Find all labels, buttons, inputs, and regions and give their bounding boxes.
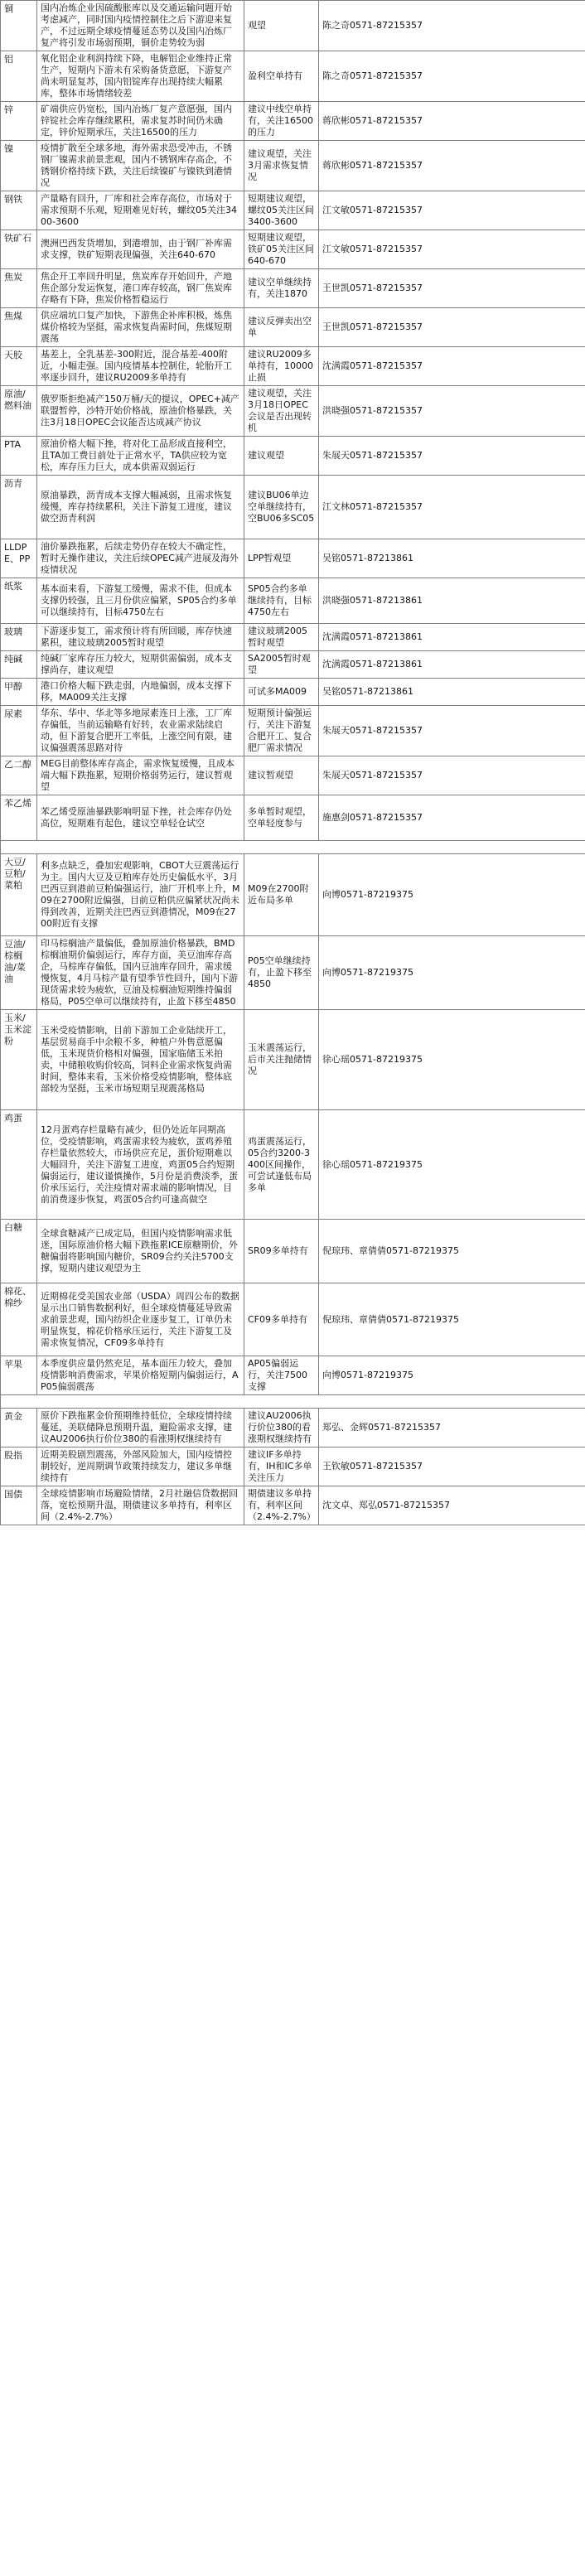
- strategy-advice: 盈利空单持有: [244, 51, 319, 102]
- table-row: [1, 539, 585, 578]
- strategy-advice: 可试多MA009: [244, 679, 319, 706]
- market-view: 产量略有回升，厂库和社会库存高位，市场对于需求预期不乐观，短期难见好转，螺纹05关注3400-3600: [37, 191, 244, 230]
- table-row: [1, 795, 585, 841]
- strategy-advice: SA2005暂时观望: [244, 651, 319, 679]
- analyst-contact: 沈满霞0571-87213861: [319, 624, 585, 651]
- table-row: [1, 386, 585, 437]
- strategy-advice: SP05合约多单继续持有，目标4750左右: [244, 578, 319, 624]
- commodity-name: 黄金: [1, 1409, 37, 1447]
- market-view: 原价下跌拖累金价预期维持低位，全球疫情持续蔓延，美联储降息预期升温，避险需求支撑，建议AU2006执行价位380的看涨期权继续持有: [37, 1409, 244, 1447]
- commodity-name: 甲醇: [1, 679, 37, 706]
- section-divider-cell: [1, 1395, 585, 1409]
- market-view: 原油价格大幅下挫，将对化工品形成直接利空，且TA加工费目前处于正常水平，TA供应较为宽松，库存压力巨大，成本供需双弱运行: [37, 437, 244, 476]
- section-divider: [1, 1395, 585, 1409]
- market-view: 油价暴跌拖累，后续走势仍存在较大不确定性，暂时无操作建议，关注后续OPEC减产进展及海外疫情状况: [37, 539, 244, 578]
- market-view: 焦企开工率回升明显，焦炭库存开始回升，产地焦企部分发运恢复，港口库存较高，钢厂焦炭库存略有下降，焦炭价格暂稳运行: [37, 269, 244, 308]
- strategy-advice: 观望: [244, 1, 319, 51]
- market-view: 港口价格大幅下跌走弱，内地偏弱，成本支撑下移，MA009关注支撑: [37, 679, 244, 706]
- market-view: 俄罗斯拒绝减产150万桶/天的提议，OPEC+减产联盟暂停，沙特开始价格战，原油价格暴跌，关注3月18日OPEC会议能否达成减产协议: [37, 386, 244, 437]
- analyst-contact: 朱展天0571-87215357: [319, 756, 585, 795]
- analyst-contact: 王钦敏0571-87215357: [319, 1447, 585, 1486]
- commodity-name: 乙二醇: [1, 756, 37, 795]
- analyst-contact: 徐心瑶0571-87219375: [319, 1010, 585, 1110]
- market-view: 疫情扩散至全球多地，海外需求恐受冲击，不锈钢厂镍需求前景悲观，国内不锈钢库存高企，不锈钢价格持续下跌，关注后续镍矿与镍铁到港情况: [37, 141, 244, 191]
- market-view: MEG目前整体库存高企，需求恢复缓慢，且成本端大幅下跌拖累，短期价格弱势运行，建议暂观望: [37, 756, 244, 795]
- table-row: [1, 1010, 585, 1110]
- commodity-name: 焦煤: [1, 308, 37, 347]
- table-row: [1, 308, 585, 347]
- analyst-contact: 吴铭0571-87213861: [319, 539, 585, 578]
- table-row: [1, 1409, 585, 1447]
- strategy-advice: 建议观望: [244, 437, 319, 476]
- strategy-advice: AP05偏弱运行，关注7500支撑: [244, 1356, 319, 1395]
- strategy-advice: 建议玻璃2005暂时观望: [244, 624, 319, 651]
- strategy-advice: M09在2700附近布局多单: [244, 854, 319, 936]
- analyst-contact: 洪晓强0571-87215357: [319, 386, 585, 437]
- commodity-name: 镍: [1, 141, 37, 191]
- commodity-name: 铝: [1, 51, 37, 102]
- table-row: [1, 854, 585, 936]
- commodity-name: 大豆/豆粕/菜粕: [1, 854, 37, 936]
- market-view: 近期美股剧烈震荡，外部风险加大，国内疫情控制较好，逆周期调节政策持续发力，建议多单继续持有: [37, 1447, 244, 1486]
- analyst-contact: 江文敏0571-87215357: [319, 230, 585, 269]
- analyst-contact: 沈满霞0571-87215357: [319, 347, 585, 386]
- commodity-name: 原油/燃料油: [1, 386, 37, 437]
- strategy-advice: LPP暂观望: [244, 539, 319, 578]
- market-view: 氧化铝企业利润持续下降，电解铝企业维持正常生产，短期内下游未有采购备货意愿，下游复产尚未明显复苏，国内铝锭库存出现持续大幅累库，整体市场情绪较差: [37, 51, 244, 102]
- commodity-name: 铜: [1, 1, 37, 51]
- market-view: 近期棉花受美国农业部（USDA）周四公布的数据显示出口销售数据利好，但全球疫情蔓延导致需求前景悲观，国内纺织企业逐步复工，订单仍未明显恢复，棉花价格承压运行，关注下游复工及需求恢复情况，CF09多单持有: [37, 1283, 244, 1356]
- strategy-advice: 期债建议多单持有，利率区间（2.4%-2.7%）: [244, 1486, 319, 1525]
- commodity-name: 国债: [1, 1486, 37, 1525]
- commodity-name: LLDPE、PP: [1, 539, 37, 578]
- strategy-advice: 鸡蛋震荡运行，05合约3200-3400区间操作，可尝试逢低布局多单: [244, 1110, 319, 1220]
- market-view: 华东、华中、华北等多地尿素连日上涨，工厂库存偏低，当前运输略有好转，农业需求陆续启动，但下游复合肥开工率低，上涨空间有限，建议偏强震荡思路对待: [37, 706, 244, 756]
- commodity-name: 焦炭: [1, 269, 37, 308]
- analyst-contact: 王世凯0571-87215357: [319, 269, 585, 308]
- strategy-advice: 建议空单继续持有，关注1870: [244, 269, 319, 308]
- analyst-contact: 施惠剑0571-87215357: [319, 795, 585, 841]
- table-row: [1, 141, 585, 191]
- table-row: [1, 1110, 585, 1220]
- commodity-name: 苯乙烯: [1, 795, 37, 841]
- strategy-advice: 建议观望，关注3月需求恢复情况: [244, 141, 319, 191]
- strategy-advice: P05空单继续持有，止盈下移至4850: [244, 936, 319, 1010]
- strategy-advice: 短期预计偏强运行，关注下游复合肥开工、复合肥厂需求情况: [244, 706, 319, 756]
- table-row: [1, 706, 585, 756]
- commodity-name: 棉花、棉纱: [1, 1283, 37, 1356]
- market-view: 本季度供应量仍然充足，基本面压力较大，叠加疫情影响消费需求，苹果价格短期内偏弱运行，AP05偏弱震荡: [37, 1356, 244, 1395]
- table-row: [1, 102, 585, 141]
- analyst-contact: 徐心瑶0571-87219375: [319, 1110, 585, 1220]
- analyst-contact: 向博0571-87219375: [319, 936, 585, 1010]
- commodity-name: 苹果: [1, 1356, 37, 1395]
- table-row: [1, 51, 585, 102]
- commodity-name: 铁矿石: [1, 230, 37, 269]
- analyst-contact: 吴铭0571-87213861: [319, 679, 585, 706]
- table-row: [1, 191, 585, 230]
- strategy-advice: 建议暂观望: [244, 756, 319, 795]
- table-row: [1, 756, 585, 795]
- section-divider: [1, 841, 585, 854]
- analyst-contact: 向博0571-87219375: [319, 854, 585, 936]
- analyst-contact: 郑弘、金辉0571-87215357: [319, 1409, 585, 1447]
- table-row: [1, 578, 585, 624]
- strategy-advice: 短期建议观望，螺纹05关注区间3400-3600: [244, 191, 319, 230]
- commodity-name: 纯碱: [1, 651, 37, 679]
- commodity-name: PTA: [1, 437, 37, 476]
- strategy-advice: 建议RU2009多单持有，10000止损: [244, 347, 319, 386]
- market-view: 印马棕榈油产量偏低，叠加原油价格暴跌，BMD棕榈油期价偏弱运行，库存方面，美豆油库存高企，马棕库存偏低，国内豆油库存回升，需求缓慢恢复，4月马棕产量有望季节性回升，国内下游现货需求较为疲软，豆油及棕榈油短期维持偏弱格局，P05空单可以继续持有，止盈下移至4850: [37, 936, 244, 1010]
- table-row: [1, 1447, 585, 1486]
- analyst-contact: 朱展天0571-87215357: [319, 706, 585, 756]
- commodity-name: 豆油/棕榈油/菜油: [1, 936, 37, 1010]
- market-view: 利多点缺乏，叠加宏观影响，CBOT大豆震荡运行为主。国内大豆及豆粕库存处历史偏低水平，3月巴西豆到港前豆粕偏强运行，油厂开机率上升，M09在2700附近偏强，目前豆粕供应偏紧状况尚未得到改善，近期关注巴西豆到港情况，M09在2700附近有支撑: [37, 854, 244, 936]
- strategy-advice: 建议中线空单持有，关注16500的压力: [244, 102, 319, 141]
- commodity-name: 玻璃: [1, 624, 37, 651]
- strategy-advice: 建议观望，关注3月18日OPEC会议是否出现转机: [244, 386, 319, 437]
- analyst-contact: 蒋欣彬0571-87215357: [319, 141, 585, 191]
- analyst-contact: 蒋欣彬0571-87215357: [319, 102, 585, 141]
- commodity-name: 钢铁: [1, 191, 37, 230]
- analyst-contact: 洪晓强0571-87213861: [319, 578, 585, 624]
- strategy-advice: SR09多单持有: [244, 1220, 319, 1283]
- table-row: [1, 269, 585, 308]
- analyst-contact: 沈满霞0571-87213861: [319, 651, 585, 679]
- section-divider-cell: [1, 841, 585, 854]
- commodity-name: 白糖: [1, 1220, 37, 1283]
- analyst-contact: 陈之奇0571-87215357: [319, 1, 585, 51]
- table-row: [1, 1220, 585, 1283]
- commodity-name: 天胶: [1, 347, 37, 386]
- table-row: [1, 1356, 585, 1395]
- table-row: [1, 230, 585, 269]
- commodity-name: 玉米/玉米淀粉: [1, 1010, 37, 1110]
- table-row: [1, 936, 585, 1010]
- table-row: [1, 651, 585, 679]
- commodity-name: 纸浆: [1, 578, 37, 624]
- market-view: 下游逐步复工，需求预计将有所回暖，库存快速累积，建议玻璃2005暂时观望: [37, 624, 244, 651]
- analyst-contact: 王世凯0571-87215357: [319, 308, 585, 347]
- analyst-contact: 沈文卓、郑弘0571-87215357: [319, 1486, 585, 1525]
- strategy-advice: 建议AU2006执行价位380的看涨期权继续持有: [244, 1409, 319, 1447]
- commodity-name: 锌: [1, 102, 37, 141]
- commodity-name: 尿素: [1, 706, 37, 756]
- commodity-name: 鸡蛋: [1, 1110, 37, 1220]
- market-view: 苯乙烯受原油暴跌影响明显下挫，社会库存仍处高位，短期难有起色，建议空单轻仓试空: [37, 795, 244, 841]
- table-row: [1, 437, 585, 476]
- market-view: 矿端供应仍宽松，国内冶炼厂复产意愿强，国内锌锭社会库存继续累积，需求复苏时间仍未确定，锌价短期承压，关注16500的压力: [37, 102, 244, 141]
- table-row: [1, 476, 585, 539]
- strategy-advice: 建议反弹卖出空单: [244, 308, 319, 347]
- market-view: 纯碱厂家库存压力较大，短期供需偏弱，成本支撑尚存，建议观望: [37, 651, 244, 679]
- strategy-advice: 短期建议观望，铁矿05关注区间640-670: [244, 230, 319, 269]
- market-view: 基差上，全乳基差-300附近，混合基差-400附近，小幅走强。国内疫情基本控制住，轮胎开工率逐步回升，建议RU2009多单持有: [37, 347, 244, 386]
- market-view: 全球食糖减产已成定局，但国内疫情影响需求低迷，国际原油价格大幅下跌拖累ICE原糖期价，外糖偏弱将影响国内糖价，SR09合约关注5700支撑，短期内建议观望为主: [37, 1220, 244, 1283]
- table-row: [1, 347, 585, 386]
- market-view: 国内冶炼企业因硫酸胀库以及交通运输问题开始考虑减产，同时国内疫情控制住之后下游迎来复产，不过远期全球疫情蔓延态势以及国内冶炼厂复产将引发市场弱预期，铜价走势较为弱: [37, 1, 244, 51]
- strategy-advice: 玉米震荡运行，后市关注抛储情况: [244, 1010, 319, 1110]
- market-view: 供应端坑口复产加快，下游焦企补库积极，炼焦煤价格较为坚挺，需求恢复尚需时间，焦煤短期震荡: [37, 308, 244, 347]
- market-view: 澳洲巴西发货增加，到港增加，由于钢厂补库需求支撑，铁矿短期表现偏强，关注640-670: [37, 230, 244, 269]
- analyst-contact: 朱展天0571-87215357: [319, 437, 585, 476]
- analyst-contact: 向博0571-87219375: [319, 1356, 585, 1395]
- analyst-contact: 江文敏0571-87215357: [319, 191, 585, 230]
- analyst-contact: 江文林0571-87215357: [319, 476, 585, 539]
- strategy-advice: 建议IF多单持有，IH和IC多单关注压力: [244, 1447, 319, 1486]
- commodity-name: 沥青: [1, 476, 37, 539]
- table-row: [1, 624, 585, 651]
- market-view: 玉米受疫情影响，目前下游加工企业陆续开工，基层贸易商手中余粮不多，种植户外售意愿偏低，玉米现货价格相对偏强，国家临储玉米拍卖，中储粮收购价较高，饲料企业需求恢复尚需时间，整体来看，玉米价格受疫情影响，整体底部较为坚挺，玉米市场短期呈现震荡格局: [37, 1010, 244, 1110]
- table-row: [1, 1283, 585, 1356]
- strategy-advice: 多单暂时观望，空单轻度参与: [244, 795, 319, 841]
- strategy-advice: 建议BU06单边空单继续持有，空BU06多SC05: [244, 476, 319, 539]
- strategy-advice: CF09多单持有: [244, 1283, 319, 1356]
- table-row: [1, 1, 585, 51]
- market-view: 原油暴跌，沥青成本支撑大幅减弱，且需求恢复缓慢，库存持续累积，关注下游复工进度，建议做空沥青利润: [37, 476, 244, 539]
- market-view: 全球疫情影响市场避险情绪，2月社融信贷数据回落，宽松预期升温，期债建议多单持有，利率区间（2.4%-2.7%）: [37, 1486, 244, 1525]
- analyst-contact: 陈之奇0571-87215357: [319, 51, 585, 102]
- market-view: 12月蛋鸡存栏量略有减少，但仍处近年同期高位，受疫情影响，鸡蛋需求较为疲软，蛋鸡养殖存栏量依然较大，市场供应充足，蛋价短期难以大幅回升，关注下游复工进度，鸡蛋05合约短期偏弱运行，建议谨慎操作，5月份是消费淡季，蛋价承压运行，关注疫情对需求端的影响情况，目前消费逐步恢复，鸡蛋05合约可逢高做空: [37, 1110, 244, 1220]
- analyst-contact: 倪琼玮、章倩倩0571-87219375: [319, 1220, 585, 1283]
- table-row: [1, 1486, 585, 1525]
- analyst-contact: 倪琼玮、章倩倩0571-87219375: [319, 1283, 585, 1356]
- commodity-name: 股指: [1, 1447, 37, 1486]
- market-view: 基本面来看，下游复工缓慢，需求不佳，但成本支撑仍较强，且三月份供应偏紧，SP05合约多单可以继续持有，目标4750左右: [37, 578, 244, 624]
- table-row: [1, 679, 585, 706]
